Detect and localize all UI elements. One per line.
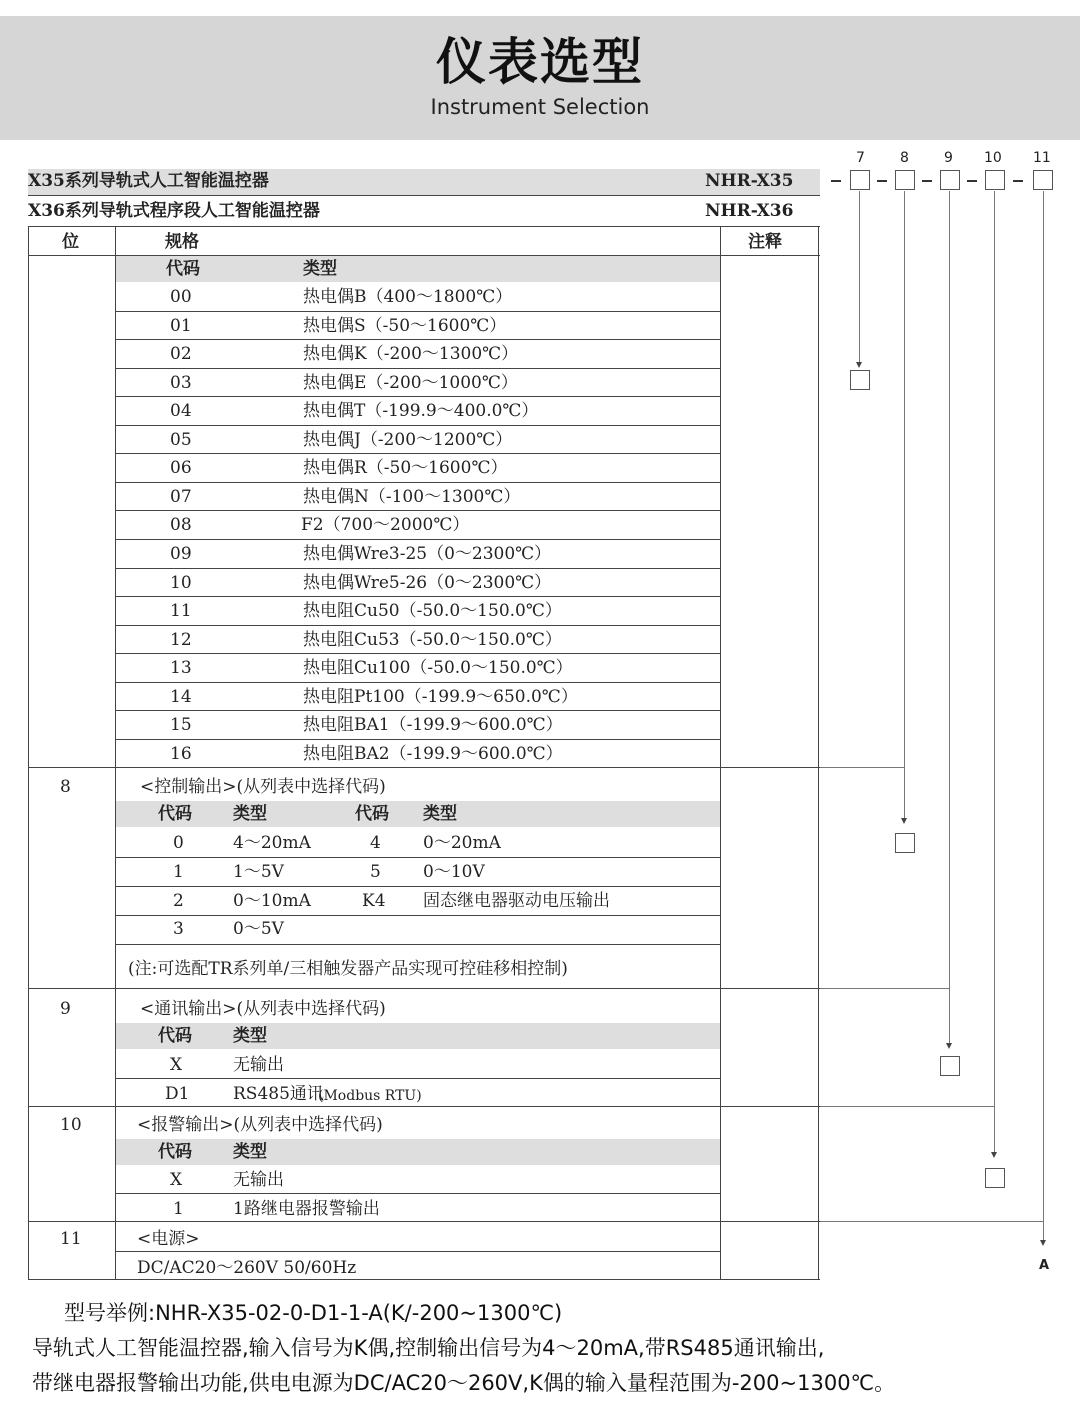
example-description: 导轨式人工智能温控器,输入信号为K偶,控制输出信号为4～20mA,带RS485通讯输出,: [32, 1336, 825, 1360]
input-code: 16: [170, 744, 192, 764]
connector-line: [859, 191, 860, 363]
input-type: F2（700～2000℃）: [301, 515, 470, 535]
input-type: 热电阻Pt100（-199.9～650.0℃）: [303, 687, 578, 707]
connector-line: [994, 191, 995, 1153]
input-code: 13: [170, 658, 192, 678]
input-type: 热电阻BA1（-199.9～600.0℃）: [303, 715, 563, 735]
output-type: 0～20mA: [423, 833, 501, 853]
connector-line: [818, 1106, 994, 1107]
series-name: X36系列导轨式程序段人工智能温控器: [28, 201, 320, 221]
input-code: 11: [170, 601, 192, 621]
separator-dash: [831, 180, 841, 182]
code-box-7: [850, 170, 870, 190]
input-code: 08: [170, 515, 192, 535]
output-code: 1: [173, 862, 184, 882]
input-type: 热电阻Cu100（-50.0～150.0℃）: [303, 658, 573, 678]
section-position: 11: [60, 1229, 82, 1249]
output-code: K4: [362, 891, 386, 911]
input-code: 12: [170, 630, 192, 650]
output-type: 4～20mA: [233, 833, 311, 853]
selection-box-10: [985, 1168, 1005, 1188]
input-type: 热电偶Wre5-26（0～2300℃）: [303, 573, 552, 593]
row-divider: [116, 368, 720, 369]
input-code: 01: [170, 316, 192, 336]
series-name: X35系列导轨式人工智能温控器: [28, 171, 269, 191]
row-divider: [116, 653, 720, 654]
code-header-shade: [116, 1139, 720, 1165]
separator-dash: [1013, 180, 1023, 182]
section-position: 10: [60, 1115, 82, 1135]
series-model: NHR-X36: [705, 201, 794, 221]
alarm-code: 1: [173, 1199, 184, 1219]
code-header-type: 类型: [423, 804, 457, 824]
power-spec: DC/AC20～260V 50/60Hz: [137, 1258, 357, 1278]
code-header-code: 代码: [158, 1142, 192, 1162]
connector-line: [1043, 191, 1044, 1241]
code-header-type: 类型: [303, 259, 337, 279]
input-type: 热电阻BA2（-199.9～600.0℃）: [303, 744, 563, 764]
row-divider: [116, 482, 720, 483]
input-code: 04: [170, 401, 192, 421]
row-divider: [116, 396, 720, 397]
input-type: 热电偶E（-200～1000℃）: [303, 373, 518, 393]
selection-box-7: [850, 370, 870, 390]
input-code: 14: [170, 687, 192, 707]
output-type: 1～5V: [233, 862, 284, 882]
page-subtitle: Instrument Selection: [430, 95, 650, 119]
power-code-value: A: [1039, 1258, 1050, 1273]
code-header-type: 类型: [233, 1026, 267, 1046]
comm-code: X: [170, 1055, 183, 1075]
output-type: 0～10mA: [233, 891, 311, 911]
row-divider: [116, 682, 720, 683]
connector-line: [818, 988, 949, 989]
alarm-type: 1路继电器报警输出: [233, 1199, 380, 1219]
row-divider: [116, 625, 720, 626]
arrow-icon: [1040, 1240, 1046, 1246]
row-divider: [116, 539, 720, 540]
code-header-code: 代码: [158, 1026, 192, 1046]
input-type: 热电偶S（-50～1600℃）: [303, 316, 507, 336]
code-header-code: 代码: [158, 804, 192, 824]
arrow-icon: [901, 818, 907, 824]
row-divider: [116, 510, 720, 511]
input-type: 热电偶R（-50～1600℃）: [303, 458, 508, 478]
code-box-9: [940, 170, 960, 190]
connector-line: [904, 191, 905, 819]
output-type: 0～5V: [233, 919, 284, 939]
input-type: 热电阻Cu50（-50.0～150.0℃）: [303, 601, 562, 621]
series-model: NHR-X35: [705, 171, 794, 191]
column-header-spec: 规格: [165, 232, 199, 252]
selection-box-9: [940, 1056, 960, 1076]
comm-protocol: (Modbus RTU): [318, 1088, 422, 1104]
input-type: 热电偶J（-200～1200℃）: [303, 430, 513, 450]
input-type: 热电偶T（-199.9～400.0℃）: [303, 401, 539, 421]
input-type: 热电偶Wre3-25（0～2300℃）: [303, 544, 552, 564]
selection-box-8: [895, 833, 915, 853]
section-title: <电源>: [137, 1229, 200, 1249]
row-divider: [116, 339, 720, 340]
input-code: 03: [170, 373, 192, 393]
output-type: 0～10V: [423, 862, 485, 882]
connector-line: [818, 1221, 1043, 1222]
code-position-label: 7: [856, 150, 865, 166]
alarm-code: X: [170, 1170, 183, 1190]
input-code: 02: [170, 344, 192, 364]
alarm-type: 无输出: [233, 1170, 284, 1190]
code-position-label: 9: [944, 150, 953, 166]
input-type: 热电偶K（-200～1300℃）: [303, 344, 519, 364]
input-type: 热电阻Cu53（-50.0～150.0℃）: [303, 630, 562, 650]
input-type: 热电偶N（-100～1300℃）: [303, 487, 521, 507]
separator-dash: [922, 180, 932, 182]
code-header-type: 类型: [233, 1142, 267, 1162]
code-header-shade: [116, 256, 720, 282]
connector-line: [818, 767, 904, 768]
section-position: 8: [60, 777, 71, 797]
input-code: 07: [170, 487, 192, 507]
arrow-icon: [946, 1043, 952, 1049]
row-divider: [116, 710, 720, 711]
output-code: 5: [370, 862, 381, 882]
section-title: <报警输出>(从列表中选择代码): [137, 1115, 383, 1135]
arrow-icon: [991, 1152, 997, 1158]
row-divider: [116, 311, 720, 312]
separator-dash: [877, 180, 887, 182]
row-divider: [116, 425, 720, 426]
connector-line: [949, 191, 950, 1044]
input-code: 10: [170, 573, 192, 593]
code-header-shade: [116, 801, 720, 827]
row-divider: [116, 453, 720, 454]
input-code: 00: [170, 287, 192, 307]
code-box-11: [1033, 170, 1053, 190]
output-code: 0: [173, 833, 184, 853]
column-header-position: 位: [62, 232, 79, 252]
comm-type: 无输出: [233, 1055, 284, 1075]
section-title: <通讯输出>(从列表中选择代码): [140, 999, 386, 1019]
code-header-shade: [116, 1023, 720, 1049]
page-title: 仪表选型: [436, 33, 644, 91]
input-code: 09: [170, 544, 192, 564]
output-code: 4: [370, 833, 381, 853]
code-header-code: 代码: [166, 259, 200, 279]
row-divider: [116, 739, 720, 740]
section-position: 9: [60, 999, 71, 1019]
arrow-icon: [856, 362, 862, 368]
comm-type: RS485通讯: [233, 1084, 324, 1104]
code-position-label: 8: [900, 150, 909, 166]
code-header-code: 代码: [355, 804, 389, 824]
separator-dash: [967, 180, 977, 182]
code-box-8: [895, 170, 915, 190]
output-code: 3: [173, 919, 184, 939]
column-header-note: 注释: [748, 232, 782, 252]
code-header-type: 类型: [233, 804, 267, 824]
comm-code: D1: [165, 1084, 190, 1104]
code-position-label: 10: [984, 150, 1002, 166]
example-model: 型号举例:NHR-X35-02-0-D1-1-A(K/-200~1300℃): [64, 1301, 563, 1325]
section-note: (注:可选配TR系列单/三相触发器产品实现可控硅移相控制): [128, 959, 568, 979]
input-code: 06: [170, 458, 192, 478]
row-divider: [116, 596, 720, 597]
example-description: 带继电器报警输出功能,供电电源为DC/AC20～260V,K偶的输入量程范围为-200~1300℃。: [32, 1371, 896, 1395]
input-type: 热电偶B（400～1800℃）: [303, 287, 513, 307]
output-type: 固态继电器驱动电压输出: [423, 891, 610, 911]
code-position-label: 11: [1033, 150, 1051, 166]
input-code: 15: [170, 715, 192, 735]
row-divider: [116, 568, 720, 569]
output-code: 2: [173, 891, 184, 911]
input-code: 05: [170, 430, 192, 450]
code-box-10: [985, 170, 1005, 190]
section-title: <控制输出>(从列表中选择代码): [140, 777, 386, 797]
